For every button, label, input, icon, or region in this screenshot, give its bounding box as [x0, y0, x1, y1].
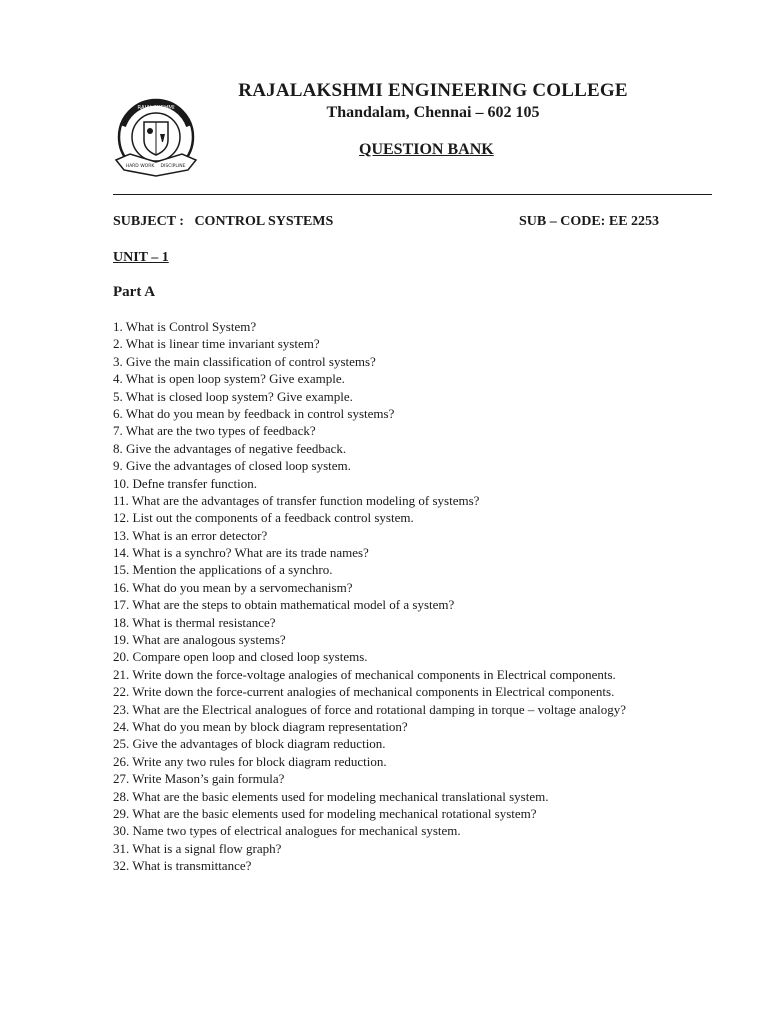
question-list: [113, 318, 626, 875]
college-address: Thandalam, Chennai – 602 105: [326, 104, 540, 121]
question-item: 11. What are the advantages of transfer function modeling of systems?: [113, 492, 480, 508]
emblem-motto-left: HARD WORK: [125, 164, 155, 169]
header-divider: [113, 194, 712, 195]
subject-label: SUBJECT :: [113, 214, 184, 229]
emblem-shield-mark: [147, 128, 153, 134]
question-item: 15. Mention the applications of a synchro.: [113, 562, 333, 578]
subject-code-line: [519, 214, 659, 230]
question-item: 14. What is a synchro? What are its trade names?: [113, 545, 369, 561]
emblem-motto-right: DISCIPLINE: [160, 164, 186, 169]
question-item: 20. Compare open loop and closed loop systems.: [113, 649, 368, 665]
question-item: 7. What are the two types of feedback?: [113, 423, 316, 439]
part-heading: Part A: [113, 284, 156, 300]
question-item: 21. Write down the force-voltage analogies of mechanical components in Electrical components.: [113, 666, 616, 682]
question-item: 18. What is thermal resistance?: [113, 614, 276, 630]
question-item: 19. What are analogous systems?: [113, 632, 286, 648]
emblem-top-text: RAJALAKSHMI: [137, 105, 175, 111]
question-item: 5. What is closed loop system? Give example.: [113, 388, 353, 404]
question-item: 1. What is Control System?: [113, 319, 257, 334]
question-item: 25. Give the advantages of block diagram reduction.: [113, 736, 386, 752]
document-title: QUESTION BANK: [359, 141, 494, 158]
question-item: 23. What are the Electrical analogues of force and rotational damping in torque – voltage analogy?: [113, 701, 627, 717]
question-item: 16. What do you mean by a servomechanism?: [113, 579, 353, 595]
question-item: 29. What are the basic elements used for modeling mechanical rotational system?: [113, 805, 537, 821]
subject-code-label: SUB – CODE:: [519, 214, 606, 229]
question-item: 2. What is linear time invariant system?: [113, 336, 320, 352]
subject-code: EE 2253: [608, 214, 660, 229]
subject-line: [113, 214, 333, 230]
question-item: 28. What are the basic elements used for modeling mechanical translational system.: [113, 788, 549, 804]
question-item: 10. Defne transfer function.: [113, 475, 258, 491]
question-item: 8. Give the advantages of negative feedback.: [113, 440, 347, 456]
college-name: RAJALAKSHMI ENGINEERING COLLEGE: [238, 80, 628, 101]
question-item: 24. What do you mean by block diagram representation?: [113, 718, 408, 734]
question-item: 32. What is transmittance?: [113, 858, 252, 874]
question-item: 12. List out the components of a feedback control system.: [113, 510, 414, 526]
question-item: 6. What do you mean by feedback in control systems?: [113, 405, 395, 421]
question-item: 9. Give the advantages of closed loop system.: [113, 458, 351, 474]
question-item: 13. What is an error detector?: [113, 527, 268, 543]
subject-name: CONTROL SYSTEMS: [194, 214, 334, 229]
unit-heading: UNIT – 1: [113, 250, 169, 265]
question-item: 22. Write down the force-current analogies of mechanical components in Electrical components.: [113, 684, 615, 700]
question-item: 4. What is open loop system? Give example.: [113, 371, 345, 387]
question-item: 3. Give the main classification of control systems?: [113, 353, 376, 369]
question-item: 31. What is a signal flow graph?: [113, 840, 282, 856]
question-item: 26. Write any two rules for block diagram reduction.: [113, 753, 387, 769]
question-item: 27. Write Mason’s gain formula?: [113, 771, 285, 787]
question-item: 17. What are the steps to obtain mathematical model of a system?: [113, 597, 455, 613]
question-item: 30. Name two types of electrical analogues for mechanical system.: [113, 823, 461, 839]
